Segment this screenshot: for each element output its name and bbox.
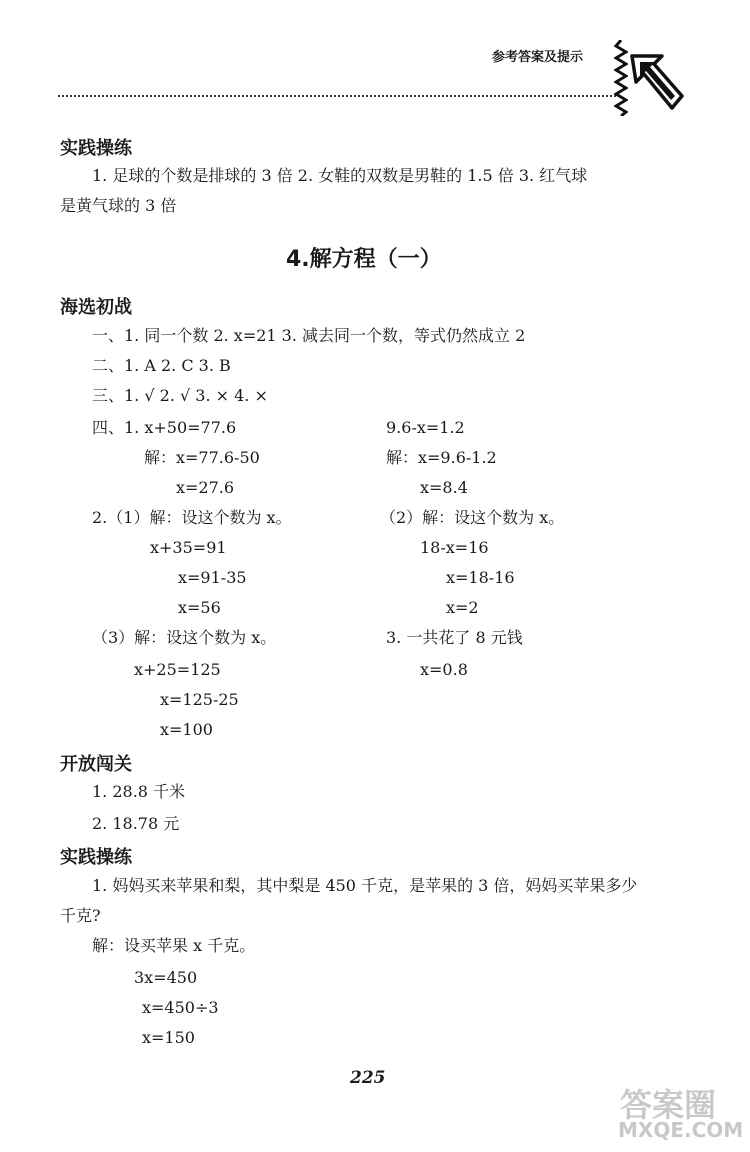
q3b-heading: 3. 一共花了 8 元钱 xyxy=(386,628,523,647)
q2b-heading: （2）解：设这个数为 x。 xyxy=(380,508,565,527)
q3a-line-1: x+25=125 xyxy=(134,660,221,679)
kaifang-answer-1: 1. 28.8 千米 xyxy=(92,782,186,801)
practice-bottom-step-1: 3x=450 xyxy=(134,968,198,987)
zigzag-decoration xyxy=(614,40,628,116)
q2b-line-2: x=18-16 xyxy=(446,568,515,587)
q3a-line-3: x=100 xyxy=(160,720,213,739)
practice-bottom-step-3: x=150 xyxy=(142,1028,195,1047)
q1a-step-2: x=27.6 xyxy=(176,478,235,497)
practice-bottom-step-2: x=450÷3 xyxy=(142,998,219,1017)
practice-bottom-solve: 解：设买苹果 x 千克。 xyxy=(92,936,256,955)
q1b-step-1: 解：x=9.6-1.2 xyxy=(386,448,497,467)
watermark-url: MXQE.COM xyxy=(618,1118,744,1142)
answer-row-2: 二、1. A 2. C 3. B xyxy=(92,356,231,375)
q2a-line-3: x=56 xyxy=(178,598,221,617)
answer-row-1: 一、1. 同一个数 2. x=21 3. 减去同一个数，等式仍然成立 2 xyxy=(92,326,526,345)
practice-top-line-1: 1. 足球的个数是排球的 3 倍 2. 女鞋的双数是男鞋的 1.5 倍 3. 红气球 xyxy=(92,166,588,185)
page-number: 225 xyxy=(350,1068,386,1088)
q2b-line-3: x=2 xyxy=(446,598,479,617)
q2a-line-2: x=91-35 xyxy=(178,568,247,587)
q1a-step-1: 解：x=77.6-50 xyxy=(144,448,260,467)
q1b-step-2: x=8.4 xyxy=(420,478,468,497)
practice-bottom-line-2: 千克? xyxy=(60,906,101,925)
q3b-line-1: x=0.8 xyxy=(420,660,468,679)
chapter-title: 4.解方程（一） xyxy=(286,247,442,272)
practice-bottom-line-1: 1. 妈妈买来苹果和梨，其中梨是 450 千克，是苹果的 3 倍，妈妈买苹果多少 xyxy=(92,876,638,895)
q2a-heading: 2.（1）解：设这个数为 x。 xyxy=(92,508,292,527)
section-heading-practice-top: 实践操练 xyxy=(60,138,132,159)
section-4-label: 四、 xyxy=(92,418,125,437)
running-header-title: 参考答案及提示 xyxy=(492,50,584,65)
section-heading-kaifang: 开放闯关 xyxy=(60,754,132,775)
watermark-logo-text: 答案圈 xyxy=(620,1086,717,1124)
q2a-line-1: x+35=91 xyxy=(150,538,227,557)
q1a-equation: 1. x+50=77.6 xyxy=(124,418,237,437)
section-heading-practice-bottom: 实践操练 xyxy=(60,847,132,868)
q3a-heading: （3）解：设这个数为 x。 xyxy=(92,628,277,647)
practice-top-line-2: 是黄气球的 3 倍 xyxy=(60,196,177,215)
q1b-equation: 9.6-x=1.2 xyxy=(386,418,465,437)
section-heading-haixuan: 海选初战 xyxy=(60,297,132,318)
arrow-icon xyxy=(628,52,686,114)
q3a-line-2: x=125-25 xyxy=(160,690,239,709)
q2b-line-1: 18-x=16 xyxy=(420,538,489,557)
kaifang-answer-2: 2. 18.78 元 xyxy=(92,814,180,833)
header-dotted-rule xyxy=(58,95,616,97)
answer-row-3: 三、1. √ 2. √ 3. × 4. × xyxy=(92,386,268,405)
